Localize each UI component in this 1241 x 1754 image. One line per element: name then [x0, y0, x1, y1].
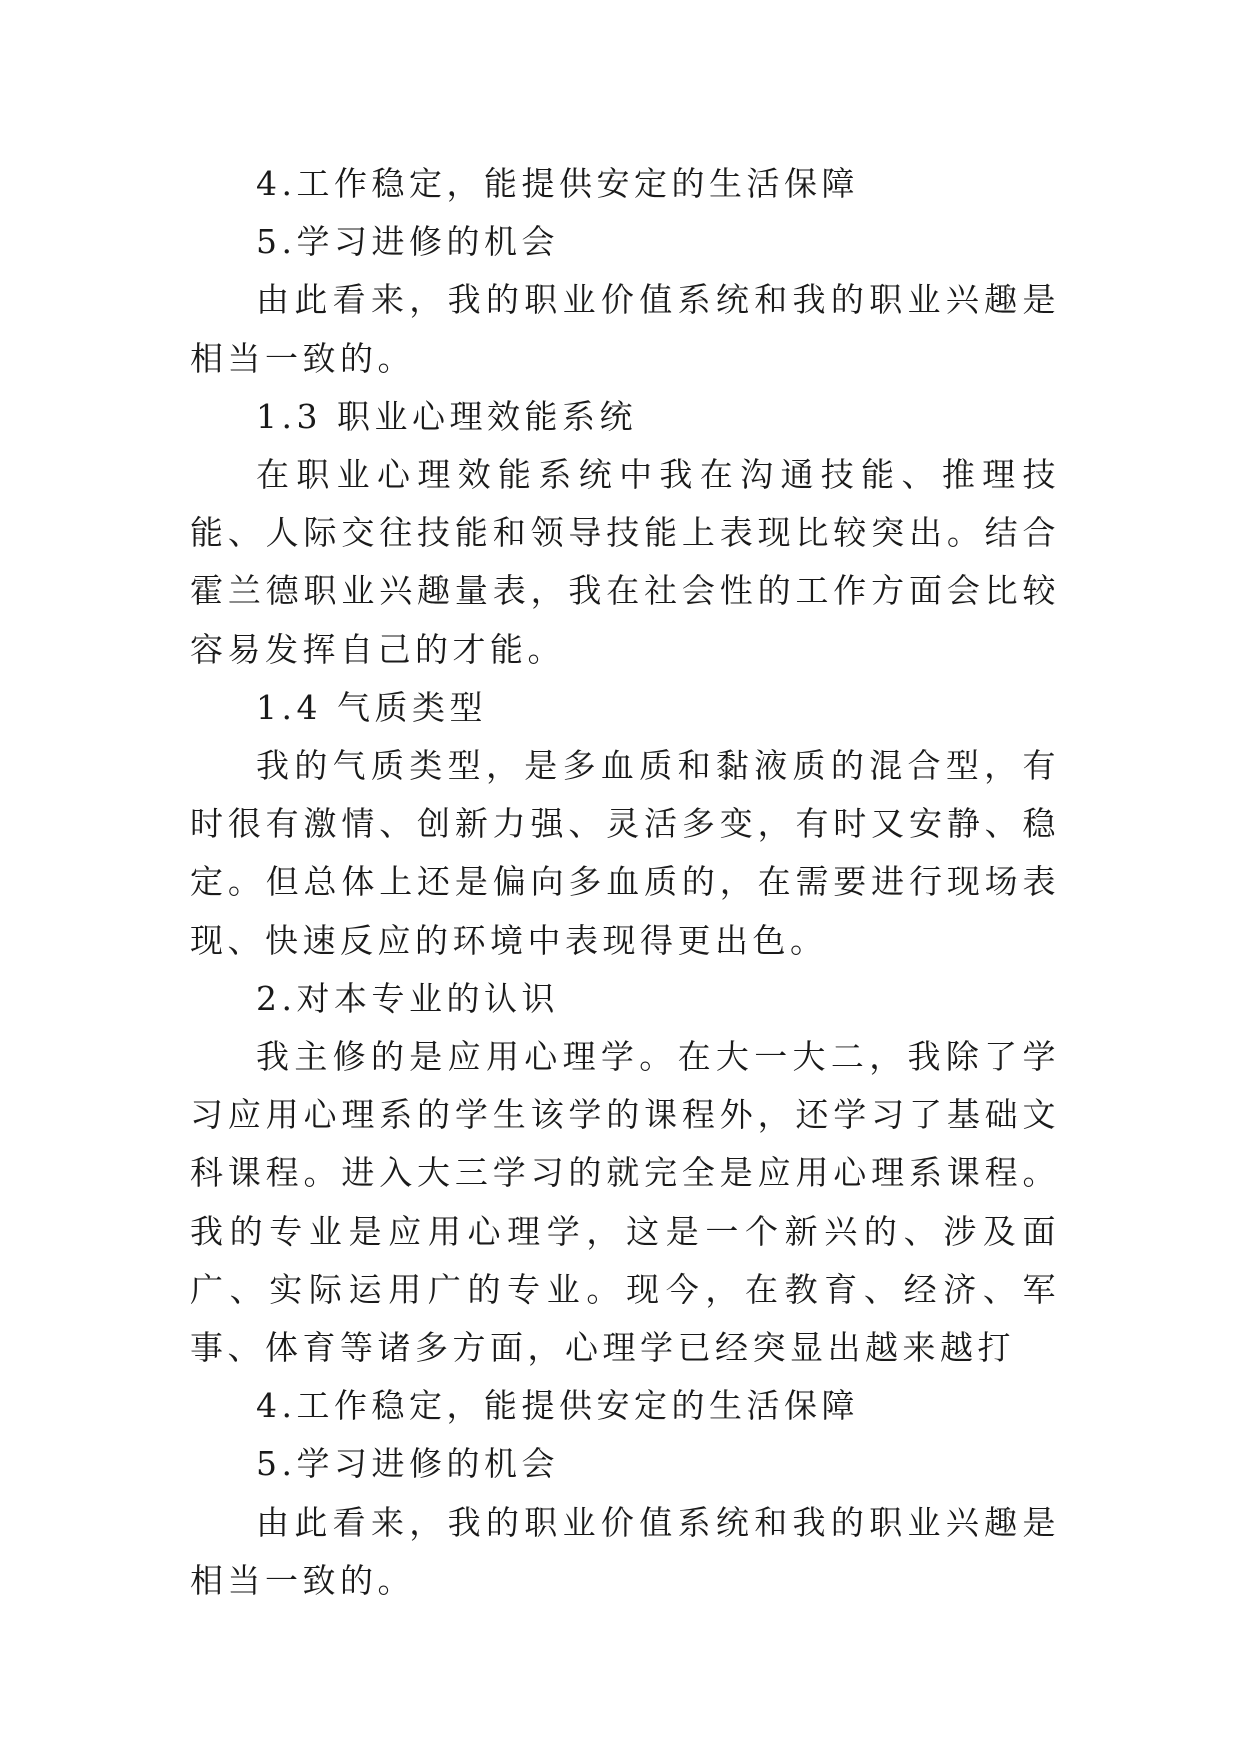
paragraph-major: 我主修的是应用心理学。在大一大二，我除了学习应用心理系的学生该学的课程外，还学习了基础文科课程。进入大三学习的就完全是应用心理系课程。我的专业是应用心理学，这是一个新兴的、涉及面广、实际运用广的专业。现今，在教育、经济、军事、体育等诸多方面，心理学已经突显出越来越打 — [190, 1037, 1060, 1368]
paragraph-conclusion-repeat: 由此看来，我的职业价值系统和我的职业兴趣是相当一致的。 — [190, 1502, 1060, 1600]
list-item-stable-job: 4.工作稳定，能提供安定的生活保障 — [256, 164, 859, 203]
section-heading-1-3: 1.3 职业心理效能系统 — [256, 396, 637, 436]
section-heading-1-4: 1.4 气质类型 — [256, 687, 487, 727]
list-item-stable-job-repeat: 4.工作稳定，能提供安定的生活保障 — [256, 1386, 859, 1426]
section-heading-2: 2.对本专业的认识 — [256, 978, 559, 1018]
list-item-study-opportunity: 5.学习进修的机会 — [256, 222, 559, 262]
list-item-study-opportunity-repeat: 5.学习进修的机会 — [256, 1444, 559, 1484]
document-body — [190, 155, 1060, 1610]
paragraph-temperament: 我的气质类型，是多血质和黏液质的混合型，有时很有激情、创新力强、灵活多变，有时又安静、稳定。但总体上还是偏向多血质的，在需要进行现场表现、快速反应的环境中表现得更出色。 — [190, 746, 1060, 960]
paragraph-efficacy: 在职业心理效能系统中我在沟通技能、推理技能、人际交往技能和领导技能上表现比较突出。结合霍兰德职业兴趣量表，我在社会性的工作方面会比较容易发挥自己的才能。 — [190, 455, 1060, 669]
paragraph-conclusion: 由此看来，我的职业价值系统和我的职业兴趣是相当一致的。 — [190, 280, 1060, 378]
